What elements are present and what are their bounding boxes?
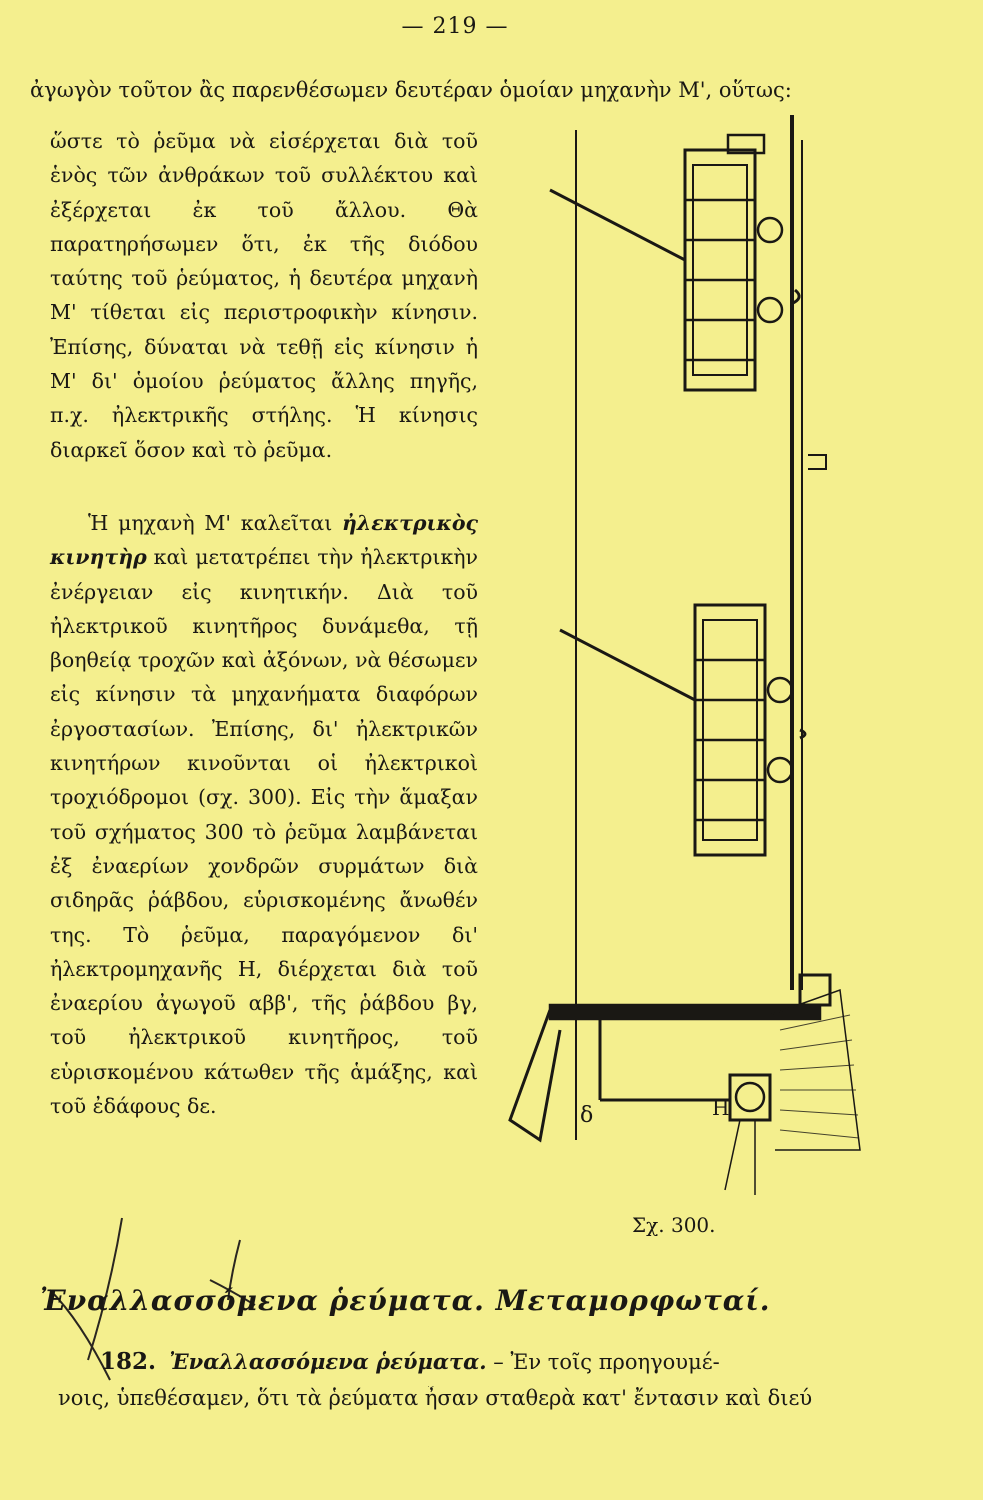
paragraph-2-start: Ἡ μηχανὴ Μ' καλεῖται (88, 511, 343, 535)
subsection-text-start: – Ἐν τοῖς προηγουμέ- (493, 1350, 720, 1374)
paragraph-2 (50, 506, 478, 1123)
term-electric-motor: ἠλεκτρικὸς κινητὴρ (50, 511, 478, 570)
subsection-line (100, 1348, 920, 1375)
section-heading: Ἐναλλασσόμενα ῥεύματα. Μεταμορφωταί. (40, 1284, 771, 1317)
last-line: νοις, ὑπεθέσαμεν, ὅτι τὰ ῥεύματα ἦσαν σταθερὰ κατ' ἔντασιν καὶ διεύ (58, 1386, 813, 1410)
subsection-title: Ἐναλλασσόμενα ῥεύματα. (169, 1349, 487, 1374)
tram-figure (500, 110, 900, 1210)
paragraph-2-rest: καὶ μετατρέπει τὴν ἠλεκτρικὴν ἐνέργειαν εἰς κινητικήν. Διὰ τοῦ ἠλεκτρικοῦ κινητῆρος δυνάμεθα, τῇ βοηθείᾳ τροχῶν καὶ ἀξόνων, νὰ θέσωμεν εἰς κίνησιν τὰ μηχανήματα διαφόρων ἐργοστασίων. Ἐπίσης, δι' ἠλεκτρικῶν κινητήρων κινοῦνται οἱ ἠλεκτρικοὶ τροχιόδρομοι (σχ. 300). Εἰς τὴν ἅμαξαν τοῦ σχήματος 300 τὸ ῥεῦμα λαμβάνεται ἐξ ἐναερίων χονδρῶν συρμάτων διὰ σιδηρᾶς ῥάβδου, εὑρισκομένης ἄνωθέν της. Τὸ ῥεῦμα, παραγόμενον δι' ἠλεκτρομηχανῆς Η, διέρχεται διὰ τοῦ ἐναερίου ἀγωγοῦ αββ', τῆς ῥάβδου βγ, τοῦ ἠλεκτρικοῦ κινητῆρος, τοῦ εὑρισκομένου κάτωθεν τῆς ἁμάξης, καὶ τοῦ ἐδάφους δε. (50, 545, 478, 1119)
figure-caption: Σχ. 300. (632, 1213, 716, 1237)
page-number: — 219 — (401, 14, 509, 39)
figure-label-eta: Η (712, 1096, 730, 1120)
tram-drawing (510, 115, 860, 1195)
paragraph-1 (50, 124, 478, 467)
subsection-number: 182. (100, 1348, 157, 1375)
paragraph-1-text: ὥστε τὸ ῥεῦμα νὰ εἰσέρχεται διὰ τοῦ ἑνὸς τῶν ἀνθράκων τοῦ συλλέκτου καὶ ἐξέρχεται ἐκ τοῦ ἄλλου. Θὰ παρατηρήσωμεν ὅτι, ἐκ τῆς διόδου ταύτης τοῦ ῥεύματος, ἡ δευτέρα μηχανὴ Μ' τίθεται εἰς περιστροφικὴν κίνησιν. Ἐπίσης, δύναται νὰ τεθῇ εἰς κίνησιν ἡ Μ' δι' ὁμοίου ῥεύματος ἄλλης πηγῆς, π.χ. ἠλεκτρικῆς στήλης. Ἡ κίνησις διαρκεῖ ὅσον καὶ τὸ ῥεῦμα. (50, 129, 478, 462)
figure-label-delta: δ (580, 1103, 594, 1128)
paragraph-2-text (50, 506, 478, 1123)
first-line: ἀγωγὸν τοῦτον ἂς παρενθέσωμεν δευτέραν ὁμοίαν μηχανὴν Μ', οὕτως: (30, 78, 792, 102)
